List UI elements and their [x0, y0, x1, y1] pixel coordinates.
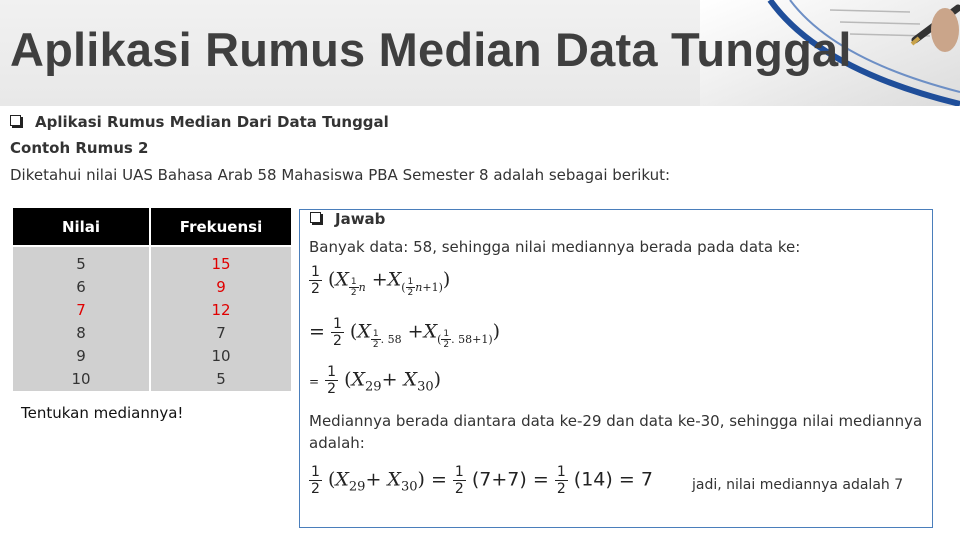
frekuensi-cell: 5	[216, 370, 226, 388]
frekuensi-cell-highlight: 15	[211, 255, 231, 273]
header-frekuensi: Frekuensi	[151, 208, 291, 245]
fraction-half: $\frac{1}{2}$	[556, 464, 566, 498]
subtitle-line	[10, 113, 389, 131]
nilai-cell: 9	[76, 347, 86, 365]
fraction-half: $\frac{1}{2}$	[454, 464, 464, 498]
checkbox-bullet-icon	[310, 212, 321, 223]
answer-line-3: adalah:	[309, 434, 365, 452]
intro-text: Diketahui nilai UAS Bahasa Arab 58 Mahasiswa PBA Semester 8 adalah sebagai berikut:	[10, 166, 671, 184]
slide-title: Aplikasi Rumus Median Data Tunggal	[10, 23, 852, 76]
nilai-cell: 8	[76, 324, 86, 342]
table-header-row	[13, 208, 291, 245]
answer-heading-text: Jawab	[335, 210, 386, 228]
frekuensi-cell: 7	[216, 324, 226, 342]
median-calculation: $\frac{1}{2}$ $(X_{29}+ X_{30})$ = $\frac{1}{2}$ (7+7) = $\frac{1}{2}$ (14) = 7	[311, 464, 653, 498]
table-body	[13, 247, 291, 391]
frequency-table	[13, 208, 291, 391]
nilai-cell: 5	[76, 255, 86, 273]
median-formula-substituted: = $\frac{1}{2}$ (X $_{\frac{1}{2} . 58} +X_{( \frac{1}{2} . 58+1)}$)	[309, 316, 501, 351]
fraction-half: $\frac{1}{2}$	[332, 316, 342, 350]
nilai-cell-highlight: 7	[76, 301, 86, 319]
answer-box	[299, 209, 933, 528]
slide-header	[0, 0, 960, 106]
nilai-cell: 6	[76, 278, 86, 296]
task-text: Tentukan mediannya!	[21, 404, 184, 422]
fraction-half: $\frac{1}{2}$	[327, 364, 337, 398]
conclusion-text: jadi, nilai mediannya adalah 7	[692, 477, 904, 493]
header-nilai: Nilai	[13, 208, 149, 245]
nilai-column	[13, 247, 149, 391]
answer-line-1: Banyak data: 58, sehingga nilai mediannya berada pada data ke:	[309, 238, 801, 256]
frekuensi-cell: 10	[211, 347, 231, 365]
example-label: Contoh Rumus 2	[10, 139, 149, 157]
fraction-half: $\frac{1}{2}$	[311, 464, 320, 498]
calc-total: (14)	[573, 468, 613, 491]
median-formula-general: $\frac{1}{2}$ (X $_{\frac{1}{2} n} +X_{( \frac{1}{2} n+1)}$)	[311, 264, 451, 299]
subtitle-text: Aplikasi Rumus Median Dari Data Tunggal	[35, 113, 389, 131]
calc-sum: (7+7)	[471, 468, 527, 491]
nilai-cell: 10	[71, 370, 91, 388]
median-formula-positions: = $\frac{1}{2}$ $(X_{29}+ X_{30})$	[309, 364, 442, 398]
checkbox-bullet-icon	[10, 115, 21, 126]
answer-line-2: Mediannya berada diantara data ke-29 dan data ke-30, sehingga nilai mediannya	[309, 412, 923, 430]
frekuensi-column	[151, 247, 291, 391]
calc-result: 7	[640, 468, 653, 491]
answer-heading	[310, 210, 385, 228]
fraction-half: $\frac{1}{2}$	[311, 264, 320, 298]
frekuensi-cell-highlight: 12	[211, 301, 231, 319]
frekuensi-cell-highlight: 9	[216, 278, 226, 296]
